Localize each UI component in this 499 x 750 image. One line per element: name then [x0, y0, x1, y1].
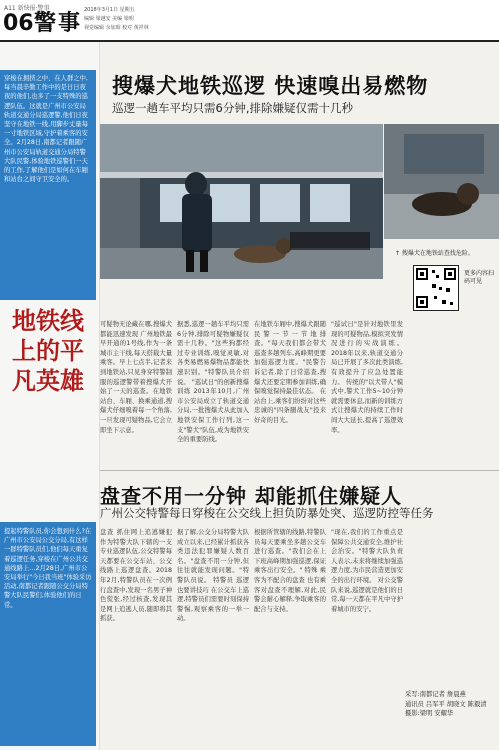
article-2-headline: 盘查不用一分钟 却能抓住嫌疑人	[100, 484, 402, 508]
article-2-col-1: 盘查 抓住网上追逃嫌犯 作为特警大队下辖的一支专业巡逻队伍,公交特警每天都要在公交车站、公交线路上巡逻盘查。2018年2月,特警队员在一次例行盘查中,发现一名男子神色慌张,经过核查,发现其是网上追逃人员,随即将其抓获。	[100, 529, 172, 623]
article-1-col-1: 可疑物无论藏在哪,搜爆犬都能迅速发现 广州地铁最早开通的1号线,作为一条城市主干线,每天搭载大量乘客。早上七点半,记者来到地铁站,只见身穿特警制服的巡逻警带着搜爆犬开始了一天的巡查。在地铁站台、车厢、换乘通道,搜爆犬仔细嗅着每一个角落,一旦发现可疑物品,它会立即坐下示意。	[100, 321, 172, 434]
article-1-photo-caption: ↑ 搜爆犬在地铁站查找危险。	[395, 250, 474, 257]
sidebar	[0, 42, 100, 750]
article-1-photo	[100, 124, 383, 279]
article-2-col-3: 根据所管辖的线路,特警队员每天要乘坐多趟公交车进行巡查。"我们会在上下班高峰期加强巡逻,保证乘客出行安全。" 特殊 乘客为不配合的盘查 也有乘客对盘查不理解,对此,民警会耐心解释,争取乘客的配合与支持。	[254, 529, 326, 613]
article-1-col-2: 据悉,巡逻一趟车平均只需6分钟,排除可疑物嫌疑仅需十几秒。"这些狗都经过专业训练,嗅觉灵敏,对各类易燃易爆物品都能快速识别。"特警队员介绍说。 "巡试日"的创新搜爆训练 2013年10月,广州市公安局成立了轨道交通分局,一批搜爆犬从此加入地铁安保工作行列,这一支"警犬"队伍,成为地铁安全的重要防线。	[177, 321, 249, 444]
date-line-3: 视觉编辑 余加昭 校对 黄祥林	[84, 25, 149, 31]
article-1-col-3: 在地铁车厢中,搜爆犬跟随民警一节一节地排查。"每天我们都会带犬巡查多趟列车,高峰期更要加强巡逻力度。"民警告诉记者,除了日常巡查,搜爆犬还要定期参加训练,确保嗅觉保持最佳状态。 在站台上,乘客们纷纷对这些忠诚的"四条腿战友"投来好奇的目光。	[254, 321, 326, 424]
article-1-headline: 搜爆犬地铁巡逻 快速嗅出易燃物	[112, 74, 429, 98]
sidebar-big-title: 地铁线上的平凡英雄	[12, 306, 84, 395]
sidebar-quote: 提起特警队员,你会想到什么?在广州市公安局公交分局,有这样一群特警队员们,他们每天重复着巡逻任务,穿梭在广州公共交通线路上…2月28日,广州市公安局举行"今日我当班"体验采访活动,南都记者跟随公交分局特警大队民警们,体验他们的日常。	[0, 522, 96, 746]
date-line-2: 编辑 梁越安 美编 梁明	[84, 16, 134, 22]
section-title: 警事	[34, 11, 83, 36]
article-2-col-2: 据了解,公交分局特警大队成立以来,已经累计抓获各类违法犯罪嫌疑人数百名。"盘查不用一分钟,但往往就能发现问题。"特警队员说。 特警员 巡逻也要讲技巧 在公交车上巡逻,特警员们需要时刻保持警惕,观察乘客的一举一动。	[177, 529, 249, 623]
credit-line-3: 摄影:梁明 安耀华	[405, 710, 454, 718]
page-header	[0, 0, 499, 42]
qr-caption: 更多内容扫码可见	[464, 270, 495, 285]
qr-code[interactable]	[413, 265, 459, 311]
article-1-col-4: "巡试日"是针对地铁里发现的可疑物品,模拟突发情况进行的实战演练。2018年以来,轨道交通分局已开展了多次此类演练,有效提升了应急处置能力。 传统的"以犬带人"模式中,警犬工作5~10分钟就需要休息,而新的训练方式让搜爆犬的持续工作时间大大延长,提高了巡逻效率。	[331, 321, 403, 434]
paper-tag: A11 新快报·警事	[4, 5, 50, 12]
article-credits	[405, 690, 495, 719]
article-2-col-4: "现在,我们的工作重点是保障公共交通安全,维护社会治安。"特警大队负责人表示,未来将继续加强巡逻力度,为市民营造更加安全的出行环境。 对公交警队来说,巡逻就是他们的日常,每一天都在平凡中守护着城市的安宁。	[331, 529, 403, 613]
subway-station-photo	[100, 124, 383, 279]
article-1-subhead: 巡逻一趟车平均只需6分钟,排除嫌疑仅需十几秒	[112, 101, 353, 115]
credit-line-1: 采写:南都记者 詹晨燕	[405, 691, 466, 698]
qr-code-icon	[414, 266, 458, 310]
dog-photo	[384, 124, 499, 239]
dateline	[84, 6, 214, 33]
article-divider	[100, 470, 499, 471]
page-number: 06	[3, 11, 34, 36]
article-2-subhead: 广州公交特警每日穿梭在公交线上担负防暴处突、巡逻防控等任务	[100, 506, 434, 520]
credit-line-2: 通讯员 吕军平 胡晓文 陈毅清	[405, 700, 487, 708]
date-line-1: 2018年3月1日 星期五	[84, 7, 135, 13]
sidebar-intro: 穿梭在拥挤之中、在人群之中,每当晨辛勤工作中的是日日夜夜的他们,也多了一支特殊的巡逻队伍。这就是广州市公安局轨道交通分局巡逻警,他们日夜坚守在地铁一线,用脚步丈量每一寸地铁区域,守护着乘客的安全。2月28日,南都记者跟随广州市公安局轨道交通分局特警大队民警,体验地铁巡警们一天的工作,了解他们是如何在车厢和站台之间守卫安全的。	[0, 70, 96, 300]
article-1-side-photo	[384, 124, 499, 239]
